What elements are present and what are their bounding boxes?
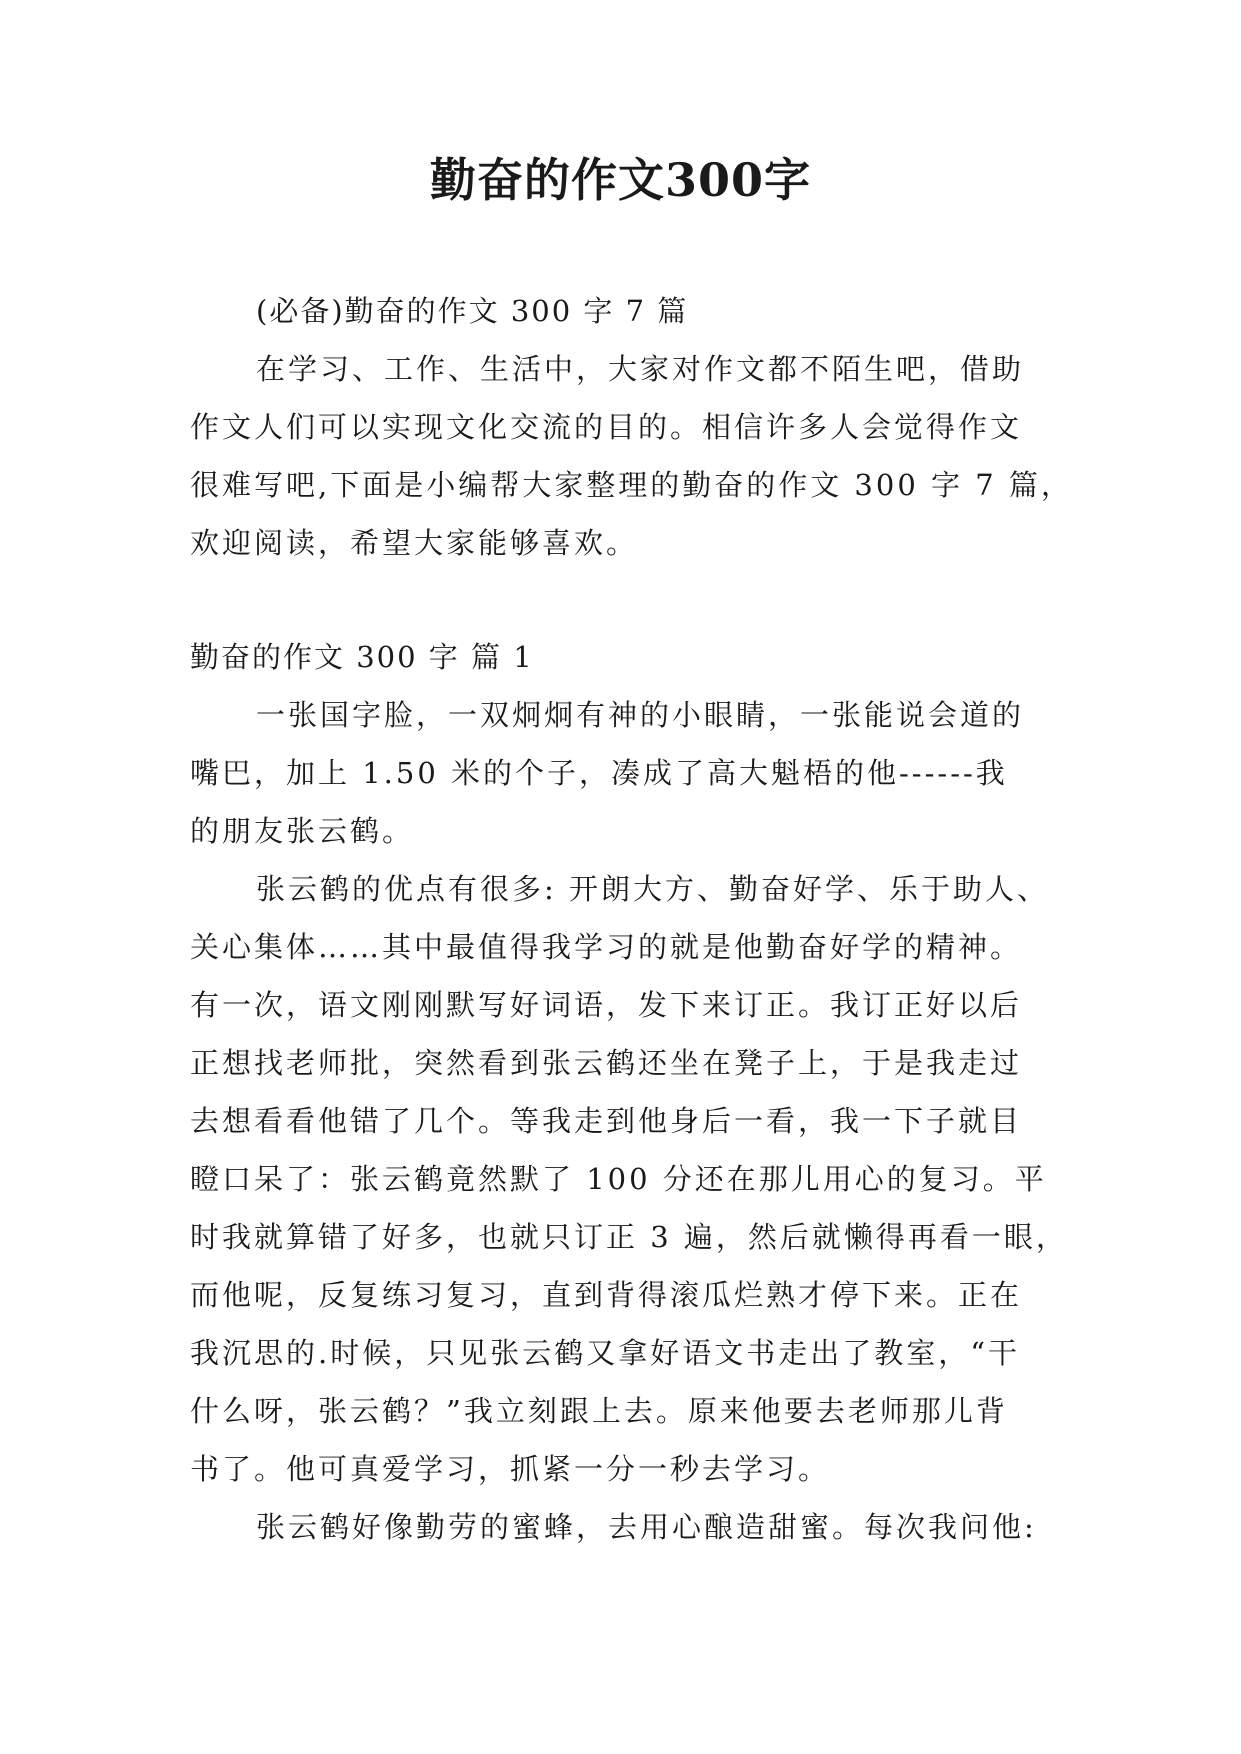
document-title: 勤奋的作文300字	[429, 153, 812, 207]
paragraph-line: 一张国字脸，一双炯炯有神的小眼睛，一张能说会道的	[256, 698, 1025, 732]
paragraph-line: 关心集体……其中最值得我学习的就是他勤奋好学的精神。	[190, 930, 1023, 964]
paragraph-line: 时我就算错了好多，也就只订正 3 遍，然后就懒得再看一眼，	[190, 1220, 1068, 1254]
paragraph-line: 瞪口呆了：张云鹤竟然默了 100 分还在那儿用心的复习。平	[190, 1162, 1047, 1196]
paragraph-line: 张云鹤好像勤劳的蜜蜂，去用心酿造甜蜜。每次我问他:	[256, 1510, 1037, 1544]
section1-paragraph-1	[190, 686, 1060, 860]
intro-line: 很难写吧,下面是小编帮大家整理的勤奋的作文 300 字 7 篇，	[190, 468, 1073, 502]
paragraph-line: 有一次，语文刚刚默写好词语，发下来订正。我订正好以后	[190, 988, 1023, 1022]
intro-line: 欢迎阅读，希望大家能够喜欢。	[190, 526, 639, 560]
paragraph-line: 我沉思的.时候，只见张云鹤又拿好语文书走出了教室，“干	[190, 1336, 1021, 1370]
section-spacer	[190, 572, 1060, 628]
paragraph-line: 正想找老师批，突然看到张云鹤还坐在凳子上，于是我走过	[190, 1046, 1023, 1080]
intro-line: 作文人们可以实现文化交流的目的。相信许多人会觉得作文	[190, 410, 1023, 444]
paragraph-line: 书了。他可真爱学习，抓紧一分一秒去学习。	[190, 1452, 831, 1486]
paragraph-line: 嘴巴，加上 1.50 米的个子，凑成了高大魁梧的他------我	[190, 756, 1008, 790]
paragraph-line: 张云鹤的优点有很多: 开朗大方、勤奋好学、乐于助人、	[256, 872, 1049, 906]
section1-paragraph-2	[190, 860, 1068, 1498]
intro-subtitle: (必备)勤奋的作文 300 字 7 篇	[256, 294, 689, 328]
paragraph-line: 什么呀，张云鹤？”我立刻跟上去。原来他要去老师那儿背	[190, 1394, 1008, 1428]
intro-paragraph	[190, 340, 1073, 572]
paragraph-line: 的朋友张云鹤。	[190, 814, 415, 848]
document-body	[190, 282, 1073, 1556]
section1-paragraph-3	[190, 1498, 1060, 1556]
section-heading: 勤奋的作文 300 字 篇 1	[190, 640, 534, 674]
paragraph-line: 而他呢，反复练习复习，直到背得滚瓜烂熟才停下来。正在	[190, 1278, 1023, 1312]
paragraph-line: 去想看看他错了几个。等我走到他身后一看，我一下子就目	[190, 1104, 1023, 1138]
intro-line: 在学习、工作、生活中，大家对作文都不陌生吧，借助	[256, 352, 1025, 386]
